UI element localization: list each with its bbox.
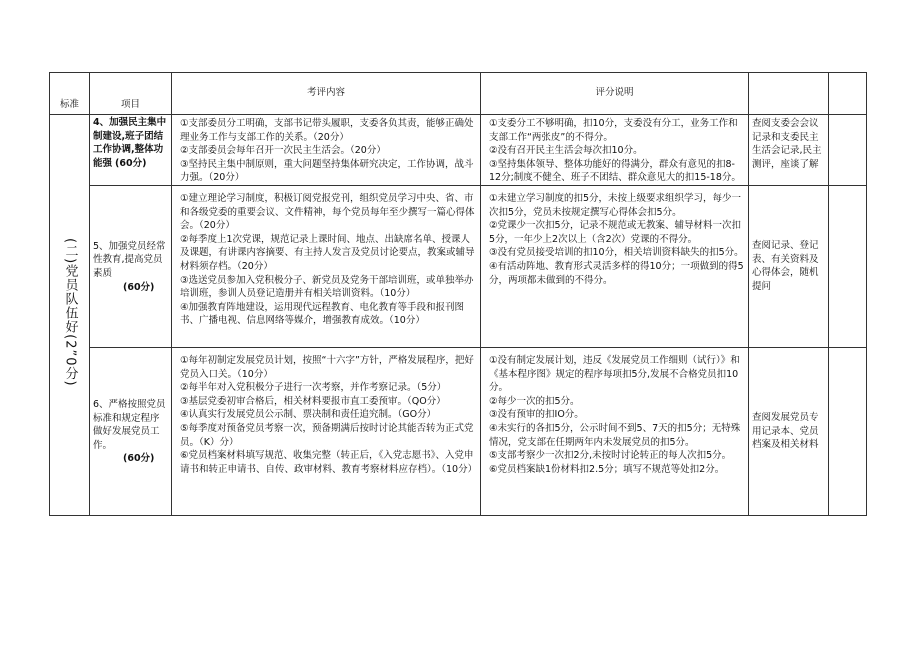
score-cell — [829, 115, 867, 186]
item-points: (60分) — [123, 453, 155, 465]
content-point: ②每季度上1次党课，规范记录上课时间、地点、出缺席名单、授课人及课题，有讲课内容摘要、有主持人发言及党员讨论要点，教案或辅导材料须存档。（20分） — [180, 233, 475, 272]
content-point: ⑥党员档案材料填写规范、收集完整（转正后，《入党志愿书》、入党申请书和转正申请书、自传、政审材料、教育考察材料应存档）。（10分） — [180, 450, 478, 475]
scoring-point: ①未建立学习制度的扣5分，未按上级要求组织学习，每少一次扣5分，党员未按规定撰写心得体会扣5分。 — [489, 192, 742, 218]
content-point: ④认真实行发展党员公示制、票决制和责任追究制。（GO分） — [180, 409, 437, 421]
table-row — [50, 185, 867, 347]
item-points: (60分) — [115, 157, 147, 169]
scoring-point: ②每少一次的扣5分。 — [489, 395, 580, 407]
header-item: 项目 — [90, 73, 172, 115]
content-point: ②每半年对入党积极分子进行一次考察，并作考察记录。（5分） — [180, 382, 447, 394]
header-score-blank — [829, 73, 867, 115]
scoring-cell — [481, 347, 749, 515]
item-title: 5、加强党员经常性教育,提高党员素质 — [93, 240, 166, 279]
category-cell — [50, 115, 90, 516]
header-content: 考评内容 — [172, 73, 481, 115]
content-point: ②支部委员会每年召开一次民主生活会。（20分） — [180, 145, 386, 157]
header-row — [50, 73, 867, 115]
scoring-point: ⑥党员档案缺1份材料扣2.5分；填写不规范等处扣2分。 — [489, 463, 725, 475]
content-point: ①建立理论学习制度，积极订阅党报党刊，组织党员学习中央、省、市和各级党委的重要会议、文件精神，每个党员每年至少撰写一篇心得体会。（20分） — [180, 192, 475, 232]
table-row — [50, 347, 867, 515]
content-point: ④加强教育阵地建设，运用现代远程教育、电化教育等手段和报刊图书、广播电视、信息网络等媒介，增强教育成效。（10分） — [180, 301, 465, 327]
content-point: ③基层党委初审合格后，相关材料要报市直工委预审。（QO分） — [180, 395, 446, 407]
content-point: ①每年初制定发展党员计划，按照“十六字”方针，严格发展程序，把好党员入口关。（10分） — [180, 354, 474, 380]
evaluation-table — [49, 72, 867, 516]
scoring-point: ④未实行的各扣5分，公示时间不到5、7天的扣5分；无特殊情况，党支部在任期两年内未发展党员的扣5分。 — [489, 422, 741, 448]
scoring-point: ④有活动阵地、教育形式灵活多样的得10分；一项做到的得5分，两项都未做到的不得分。 — [489, 260, 744, 286]
item-points: (60分) — [123, 281, 155, 293]
header-method-blank — [749, 73, 829, 115]
content-point: ①支部委员分工明确，支部书记带头履职，支委各负其责，能够正确处理业务工作与支部工作的关系。（20分） — [180, 118, 474, 143]
content-cell — [172, 347, 481, 515]
scoring-point: ⑤支部考察少一次扣2分,未按时讨论转正的每人次扣5分。 — [489, 450, 732, 462]
score-cell — [829, 185, 867, 347]
content-point: ③坚持民主集中制原则，重大问题坚持集体研究决定，工作协调，战斗力强。（20分） — [180, 158, 474, 184]
scoring-cell — [481, 185, 749, 347]
scoring-point: ③坚持集体领导、整体功能好的得满分，群众有意见的扣8-12分;制度不健全、班子不团结、群众意见大的扣15-18分。 — [489, 158, 741, 184]
content-cell — [172, 115, 481, 186]
scoring-point: ①没有制定发展计划，违反《发展党员工作细则（试行）》和《基本程序图》规定的程序每项扣5分,发展不合格党员扣10分。 — [489, 354, 740, 394]
score-cell — [829, 347, 867, 515]
method-cell: 查阅支委会会议记录和支委民主生活会记录,民主测评，座谈了解 — [749, 115, 829, 186]
item-cell — [90, 115, 172, 186]
scoring-point: ③没有预审的扣IO分。 — [489, 409, 584, 421]
scoring-point: ②党课少一次扣5分，记录不规范或无教案、辅导材料一次扣5分，一年少上2次以上（含2次）党课的不得分。 — [489, 220, 742, 245]
scoring-cell — [481, 115, 749, 186]
header-standard: 标准 — [50, 73, 90, 115]
content-point: ⑤每季度对预备党员考察一次，预备期满后按时讨论其能否转为正式党员。（K）分） — [180, 422, 474, 448]
item-cell — [90, 347, 172, 515]
content-cell — [172, 185, 481, 347]
category-label: (二)党员队伍好(2”0分) — [62, 238, 78, 387]
scoring-point: ①支委分工不够明确，扣10分，支委没有分工，业务工作和支部工作“两张皮”的不得分。 — [489, 118, 738, 143]
table-row — [50, 115, 867, 186]
header-scoring: 评分说明 — [481, 73, 749, 115]
method-cell: 查阅发展党员专用记录本、党员档案及相关材料 — [749, 347, 829, 515]
method-cell: 查阅记录、登记表、有关资料及心得体会，随机提问 — [749, 185, 829, 347]
scoring-point: ③没有党员接受培训的扣10分，相关培训资料缺失的扣5分。 — [489, 247, 744, 259]
content-point: ③选送党员参加入党积极分子、新党员及党务干部培训班，或单独举办培训班，参训人员登记造册并有相关培训资料。（10分） — [180, 274, 474, 300]
item-title: 4、加强民主集中制建设,班子团结工作协调,整体功能强 — [93, 117, 167, 169]
item-title: 6、严格按照党员标准和规定程序做好发展党员工作。 — [93, 398, 166, 451]
scoring-point: ②没有召开民主生活会每次扣10分。 — [489, 145, 643, 157]
item-cell — [90, 185, 172, 347]
